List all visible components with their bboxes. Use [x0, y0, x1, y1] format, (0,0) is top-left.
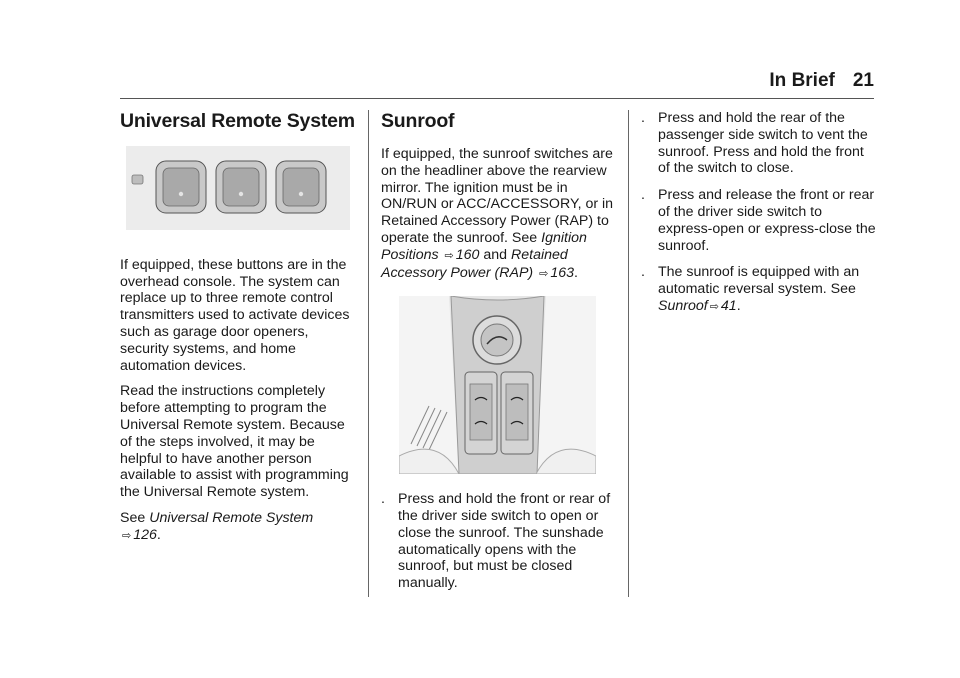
bullet-text: Press and release the front or rear of the driver side switch to express-open or express-close the sunroof. — [658, 187, 876, 254]
rap-link[interactable]: Retained Accessory Power (RAP) — [381, 246, 568, 281]
list-item — [641, 187, 877, 254]
universal-remote-see: See Universal Remote System ⇨ 126. — [120, 509, 314, 543]
sunroof-intro-text: If equipped, the sunroof switches are on the headliner above the rearview mirror. The ignition must be in ON/RUN or ACC/ACCESSORY, or in Retained Accessory Power (RAP) to operate the sunroof. See — [381, 146, 614, 246]
ignition-positions-page[interactable]: 160 — [455, 246, 480, 263]
bullet-text: Press and hold the rear of the passenger side switch to vent the sunroof. Press and hold the front of the switch to close. — [658, 110, 868, 177]
header-rule — [120, 98, 874, 99]
page-ref-icon: ⇨ — [122, 529, 132, 542]
page-ref-icon: ⇨ — [444, 249, 454, 262]
remote-buttons-image — [126, 146, 350, 230]
and-text: and — [483, 246, 508, 263]
list-item — [381, 491, 617, 592]
page-number: 21 — [852, 70, 874, 91]
see-label: See — [120, 509, 146, 526]
sunroof-column-continued — [641, 110, 877, 326]
bullet-mark: . — [641, 187, 645, 204]
sunroof-page[interactable]: 41 — [720, 297, 737, 314]
page-ref-icon: ⇨ — [709, 300, 719, 313]
universal-remote-heading: Universal Remote System — [120, 110, 355, 132]
bullet-text: Press and hold the front or rear of the driver side switch to open or close the sunroof. The sunshade automatically opens with the sunroof, but must be closed manually. — [398, 491, 611, 592]
universal-remote-column — [120, 110, 356, 554]
universal-remote-figure — [126, 146, 356, 235]
bullet-mark: . — [641, 264, 645, 281]
universal-remote-page[interactable]: 126 — [133, 526, 157, 543]
rap-page[interactable]: 163 — [550, 264, 574, 281]
column-divider — [628, 110, 629, 597]
sunroof-intro: If equipped, the sunroof switches are on the headliner above the rearview mirror. The ignition must be in ON/RUN or ACC/ACCESSORY, or in Retained Accessory Power (RAP) to operate the sunroof. See Ignition Positions ⇨ 160 and Retained Accessory Power (RAP) ⇨ 163. — [381, 146, 614, 281]
bullet-mark: . — [641, 110, 645, 126]
universal-remote-paragraph-2: Read the instructions completely before attempting to program the Universal Remote system. Because of the steps involved, it may be helpful to have another person available to assist with programming the Universal Remote system. — [120, 383, 349, 501]
universal-remote-link[interactable]: Universal Remote System — [149, 509, 314, 526]
bullet-text: The sunroof is equipped with an automatic reversal system. See — [658, 264, 860, 298]
ignition-positions-link[interactable]: Ignition Positions — [381, 229, 587, 263]
page-ref-icon: ⇨ — [539, 267, 549, 280]
sunroof-bullets-col3 — [641, 110, 877, 316]
bullet-mark: . — [381, 491, 385, 508]
section-title: In Brief — [769, 70, 835, 91]
sunroof-bullets-col2 — [381, 491, 617, 592]
universal-remote-paragraph-1: If equipped, these buttons are in the overhead console. The system can replace up to three remote control transmitters used to activate devices such as garage door openers, security systems, and home automation devices. — [120, 256, 350, 374]
list-item — [641, 110, 877, 177]
sunroof-figure — [399, 296, 617, 479]
column-divider — [368, 110, 369, 597]
sunroof-column — [381, 110, 617, 602]
sunroof-heading: Sunroof — [381, 110, 455, 132]
sunroof-link[interactable]: Sunroof — [658, 297, 708, 314]
page-header — [769, 70, 874, 92]
list-item: . The sunroof is equipped with an automatic reversal system. See Sunroof ⇨ 41. — [641, 264, 860, 314]
sunroof-switch-image — [399, 296, 596, 474]
